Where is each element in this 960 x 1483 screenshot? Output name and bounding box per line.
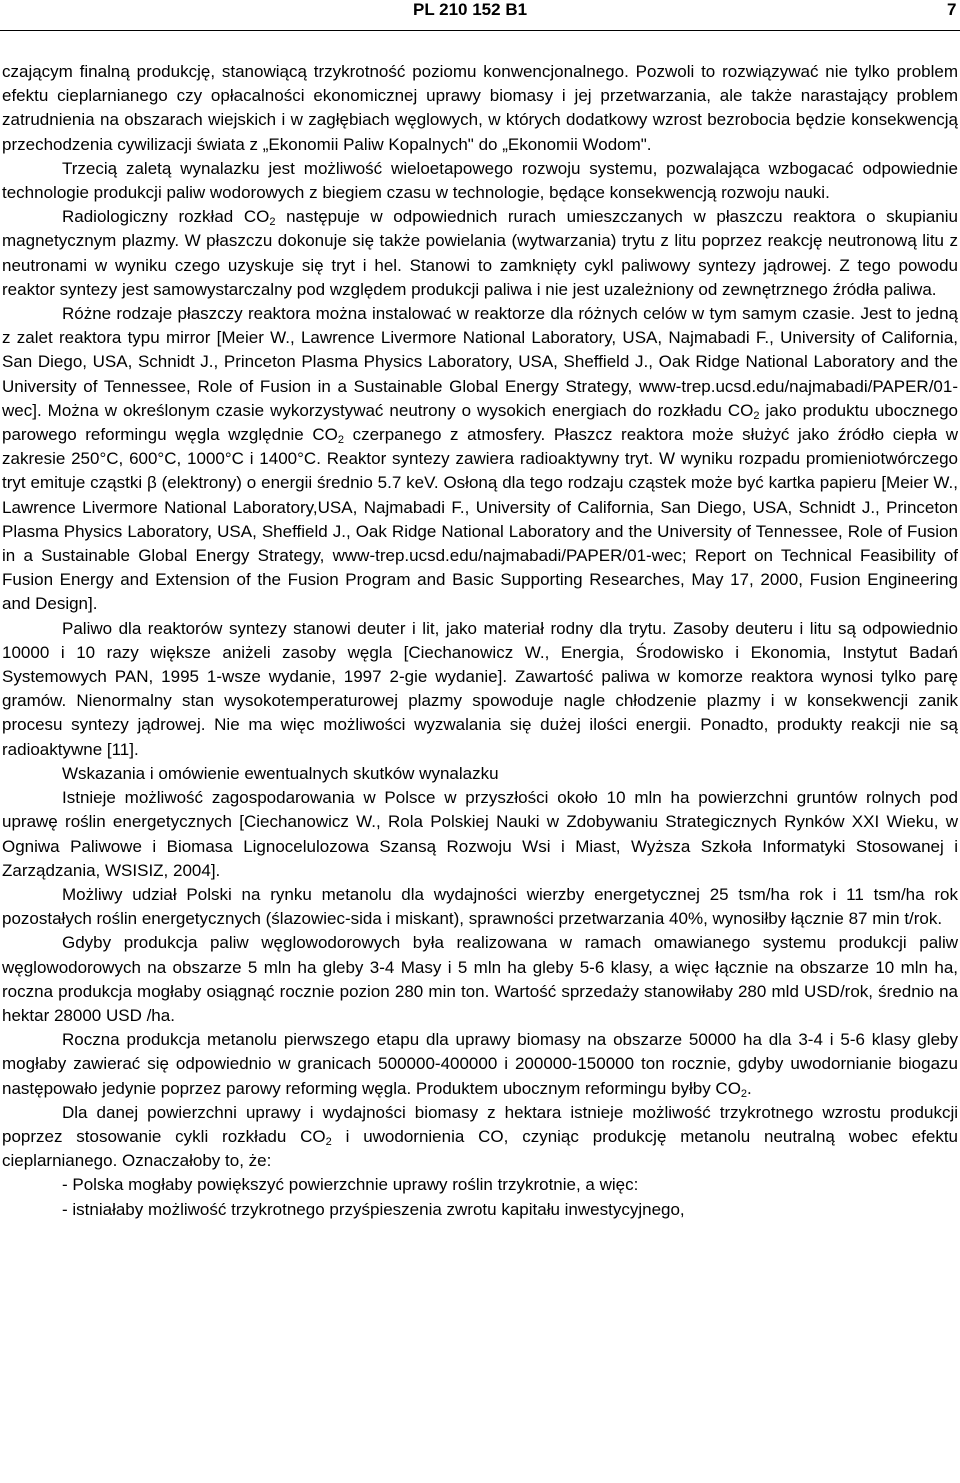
paragraph: czającym finalną produkcję, stanowiącą trzykrotność poziomu konwencjonalnego. Pozwoli to rozwiązywać nie tylko problem efektu cieplarnianego czy opłacalności ekonomicznej uprawy biomasy i jej przetwarzania, ale także narastający problem zatrudnienia na obszarach wiejskich i w zagłębiach węglowych, w których dodatkowy wzrost bezrobocia będzie konsekwencją przechodzenia cywilizacji świata z „Ekonomii Paliw Kopalnych" do „Ekonomii Wodom". xyxy=(2,62,958,154)
paragraph: Dla danej powierzchni uprawy i wydajności biomasy z hektara istnieje możliwość trzykrotnego wzrostu produkcji poprzez stosowanie cykli rozkładu $CO_2$ i uwodornienia CO, czyniąc produkcję metanolu neutralną wobec efektu cieplarnianego. Oznaczałoby to, że: xyxy=(2,1102,958,1171)
header-rule xyxy=(0,30,960,31)
paragraph: Radiologiczny rozkład $CO_2$ następuje w odpowiednich rurach umieszczanych w płaszczu reaktora o skupianiu magnetycznym plazmy. W płaszczu dokonuje się także powielania (wytwarzania) trytu z litu poprzez reakcję neutronową litu z neutronami w wyniku czego uzyskuje się tryt i hel. Stanowi to zamknięty cykl paliwowy syntezy jądrowej. Z tego powodu reaktor syntezy jest samowystarczalny pod względem produkcji paliwa i nie jest uzależniony od zewnętrznego źródła paliwa. xyxy=(2,207,958,299)
list-item: - Polska mogłaby powiększyć powierzchnie uprawy roślin trzykrotnie, a więc: xyxy=(62,1175,639,1195)
paragraph: Roczna produkcja metanolu pierwszego etapu dla uprawy biomasy na obszarze 50000 ha dla 3-4 i 5-6 klasy gleby mogłaby zawierać się odpowiednio w granicach 500000-400000 i 200000-150000 ton rocznie, gdyby uwodornianie biogazu następowało jedynie poprzez parowy reforming węgla. Produktem ubocznym reformingu byłby $CO_2$. xyxy=(2,1030,958,1100)
section-heading: Wskazania i omówienie ewentualnych skutków wynalazku xyxy=(62,763,499,783)
document-body xyxy=(2,60,958,1222)
paragraph: Możliwy udział Polski na rynku metanolu dla wydajności wierzby energetycznej 25 tsm/ha rok i 11 tsm/ha rok pozostałych roślin energetycznych (ślazowiec-sida i miskant), sprawności przetwarzania 40%, wynosiłby łącznie 87 min t/rok. xyxy=(2,884,958,929)
page-number: 7 xyxy=(947,0,957,19)
patent-number: PL 210 152 B1 xyxy=(413,0,528,19)
paragraph: Istnieje możliwość zagospodarowania w Polsce w przyszłości około 10 mln ha powierzchni gruntów rolnych pod uprawę roślin energetycznych [Ciechanowicz W., Rola Polskiej Nauki w Zdobywaniu Strategicznych Rynków XXI Wieku, w Ogniwa Paliwowe i Biomasa Lignocelulozowa Szansą Rozwoju Wsi i Miast, Wyższa Szkoła Informatyki Stosowanej i Zarządzania, WSISIZ, 2004]. xyxy=(2,788,958,880)
paragraph: Trzecią zaletą wynalazku jest możliwość wieloetapowego rozwoju systemu, pozwalająca wzbogacać odpowiednie technologie produkcji paliw wodorowych z biegiem czasu w technologie, będące konsekwencją rozwoju nauki. xyxy=(2,158,958,203)
paragraph: Różne rodzaje płaszczy reaktora można instalować w reaktorze dla różnych celów w tym samym czasie. Jest to jedną z zalet reaktora typu mirror [Meier W., Lawrence Livermore National Laboratory, USA, Najmabadi F., University of California, San Diego, USA, Schnidt J., Princeton Plasma Physics Laboratory, USA, Sheffield J., Oak Ridge National Laboratory and the University of Tennessee, Role of Fusion in a Sustainable Global Energy Strategy, www-trep.ucsd.edu/najmabadi/PAPER/01-wec]. Można w określonym czasie wykorzystywać neutrony o wysokich energiach do rozkładu $CO_2$ jako produktu ubocznego parowego reformingu węgla względnie $CO_2$ czerpanego z atmosfery. Płaszcz reaktora może służyć jako źródło ciepła w zakresie 250°C, 600°C, 1000°C i 1400°C. Reaktor syntezy zawiera radioaktywny tryt. W wyniku rozpadu promieniotwórczego tryt emituje cząstki β (elektrony) o energii średnio 5.7 keV. Osłoną dla tego rodzaju cząstek może być kartka papieru [Meier W., Lawrence Livermore National Laboratory,USA, Najmabadi F., University of California, San Diego, USA, Schnidt J., Princeton Plasma Physics Laboratory, USA, Sheffield J., Oak Ridge National Laboratory and the University of Tennessee, Role of Fusion in a Sustainable Global Energy Strategy, www-trep.ucsd.edu/najmabadi/PAPER/01-wec; Report on Technical Feasibility of Fusion Energy and Extension of the Fusion Program and Basic Supporting Researches, May 17, 2000, Fusion Engineering and Design]. xyxy=(2,304,959,614)
list-item: - istniałaby możliwość trzykrotnego przyśpieszenia zwrotu kapitału inwestycyjnego, xyxy=(62,1199,685,1219)
paragraph: Gdyby produkcja paliw węglowodorowych była realizowana w ramach omawianego systemu produkcji paliw węglowodorowych na obszarze 5 mln ha gleby 3-4 Masy i 5 mln ha gleby 5-6 klasy, a więc łącznie na obszarze 10 mln ha, roczna produkcja mogłaby osiągnąć rocznie pozion 280 min ton. Wartość sprzedaży stanowiłaby 280 mld USD/rok, średnio na hektar 28000 USD /ha. xyxy=(2,933,958,1025)
paragraph: Paliwo dla reaktorów syntezy stanowi deuter i lit, jako materiał rodny dla trytu. Zasoby deuteru i litu są odpowiednio 10000 i 10 razy większe aniżeli zasoby węgla [Ciechanowicz W., Energia, Środowisko i Ekonomia, Instytut Badań Systemowych PAN, 1995 1-wsze wydanie, 1997 2-gie wydanie]. Zawartość paliwa w komorze reaktora wynosi tylko parę gramów. Nienormalny stan wysokotemperaturowej plazmy spowoduje nagle chłodzenie plazmy i w konsekwencji zanik procesu syntezy jądrowej. Nie ma więc możliwości wyzwalania się dużej ilości energii. Ponadto, produkty reakcji nie są radioaktywne [11]. xyxy=(2,618,958,759)
